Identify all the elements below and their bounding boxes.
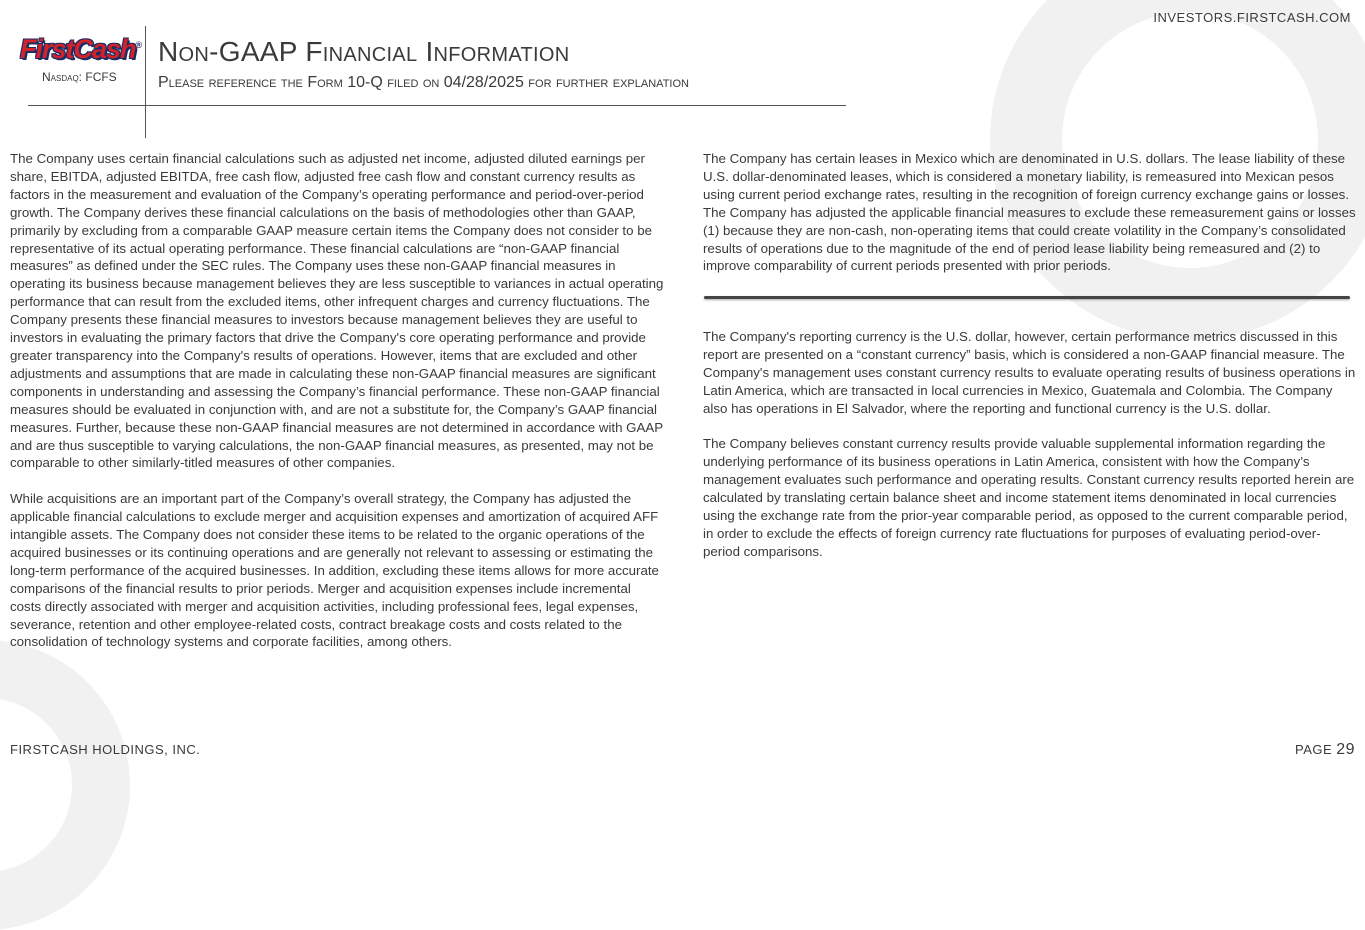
investor-site-url[interactable]: INVESTORS.FIRSTCASH.COM: [1153, 10, 1351, 25]
right-text-column-top: [703, 150, 1357, 293]
page-label: PAGE: [1295, 742, 1333, 757]
header-horizontal-rule: [28, 105, 846, 106]
reporting-currency-paragraph: The Company's reporting currency is the U.S. dollar, however, certain performance metrics discussed in this report are presented on a “constant currency” basis, which is considered a non-GAAP financial measure. The Company's management uses constant currency results to evaluate operating results of business operations in Latin America, which are transacted in local currencies in Mexico, Guatemala and Colombia. The Company also has operations in El Salvador, where the reporting and functional currency is the U.S. dollar.: [703, 329, 1356, 416]
footer-page-indicator: [1295, 741, 1355, 759]
section-divider: [704, 296, 1350, 299]
right-text-column-bottom: [703, 328, 1357, 579]
page-title: Non-GAAP Financial Information: [158, 36, 570, 67]
ticker-exchange: Nasdaq:: [42, 70, 83, 84]
page-number: 29: [1336, 741, 1355, 758]
non-gaap-overview-paragraph: The Company uses certain financial calculations such as adjusted net income, adjusted diluted earnings per share, EBITDA, adjusted EBITDA, free cash flow, adjusted free cash flow and constant currency results as factors in the measurement and evaluation of the Company’s operating performance and period-over-period growth. The Company derives these financial calculations on the basis of methodologies other than GAAP, primarily by excluding from a comparable GAAP measure certain items the Company does not consider to be representative of its actual operating performance. These financial calculations are “non-GAAP financial measures” as defined under the SEC rules. The Company uses these non-GAAP financial measures in operating its business because management believes they are less susceptible to variances in actual operating performance that can result from the excluded items, other infrequent charges and currency fluctuations. The Company presents these financial measures to investors because management believes they are useful to investors in evaluating the primary factors that drive the Company's core operating performance and provide greater transparency into the Company's results of operations. However, items that are excluded and other adjustments and assumptions that are made in calculating these non-GAAP financial measures are significant components in understanding and assessing the Company’s financial performance. These non-GAAP financial measures should be evaluated in conjunction with, and are not a substitute for, the Company’s GAAP financial measures. Further, because these non-GAAP financial measures are not determined in accordance with GAAP and are thus susceptible to varying calculations, the non-GAAP financial measures, as presented, may not be comparable to other similarly-titled measures of other companies.: [10, 151, 664, 471]
decorative-ring-bottom-left: [0, 640, 130, 930]
logo-text: FirstCash: [20, 34, 136, 64]
footer-company-name: FIRSTCASH HOLDINGS, INC.: [10, 742, 201, 757]
acquisition-adjustments-paragraph: While acquisitions are an important part of the Company’s overall strategy, the Company has adjusted the applicable financial calculations to exclude merger and acquisition expenses and amortization of acquired AFF intangible assets. The Company does not consider these items to be related to the organic operations of the acquired businesses or its continuing operations and are generally not relevant to assessing or estimating the long-term performance of the acquired businesses. In addition, excluding these items allows for more accurate comparisons of the financial results to prior periods. Merger and acquisition expenses include incremental costs directly associated with merger and acquisition activities, including professional fees, legal expenses, severance, retention and other employee-related costs, contract breakage costs and costs related to the consolidation of technology systems and corporate facilities, among others.: [10, 491, 659, 650]
stock-ticker: [42, 70, 117, 84]
firstcash-logo: [20, 34, 141, 65]
left-text-column: [10, 150, 664, 669]
constant-currency-paragraph: The Company believes constant currency results provide valuable supplemental information regarding the underlying performance of its business operations in Latin America, consistent with how the Company’s management evaluates such performance and operating results. Constant currency results reported herein are calculated by translating certain balance sheet and income statement items denominated in local currencies using the exchange rate from the prior-year comparable period, as opposed to the current comparable period, in order to exclude the effects of foreign currency rate fluctuations for purposes of evaluating period-over-period comparisons.: [703, 436, 1355, 559]
lease-remeasurement-paragraph: The Company has certain leases in Mexico which are denominated in U.S. dollars. The lease liability of these U.S. dollar-denominated leases, which is considered a monetary liability, is remeasured into Mexican pesos using current period exchange rates, resulting in the recognition of foreign currency exchange gains or losses. The Company has adjusted the applicable financial measures to exclude these remeasurement gains or losses (1) because they are non-cash, non-operating items that could create volatility in the Company’s consolidated results of operations due to the magnitude of the end of period lease liability being remeasured and (2) to improve comparability of current periods presented with prior periods.: [703, 151, 1356, 274]
header-vertical-rule: [145, 26, 146, 138]
ticker-symbol: FCFS: [85, 70, 117, 84]
registered-mark: ®: [135, 40, 142, 50]
page-subtitle: Please reference the Form 10-Q filed on 04/28/2025 for further explanation: [158, 74, 689, 91]
